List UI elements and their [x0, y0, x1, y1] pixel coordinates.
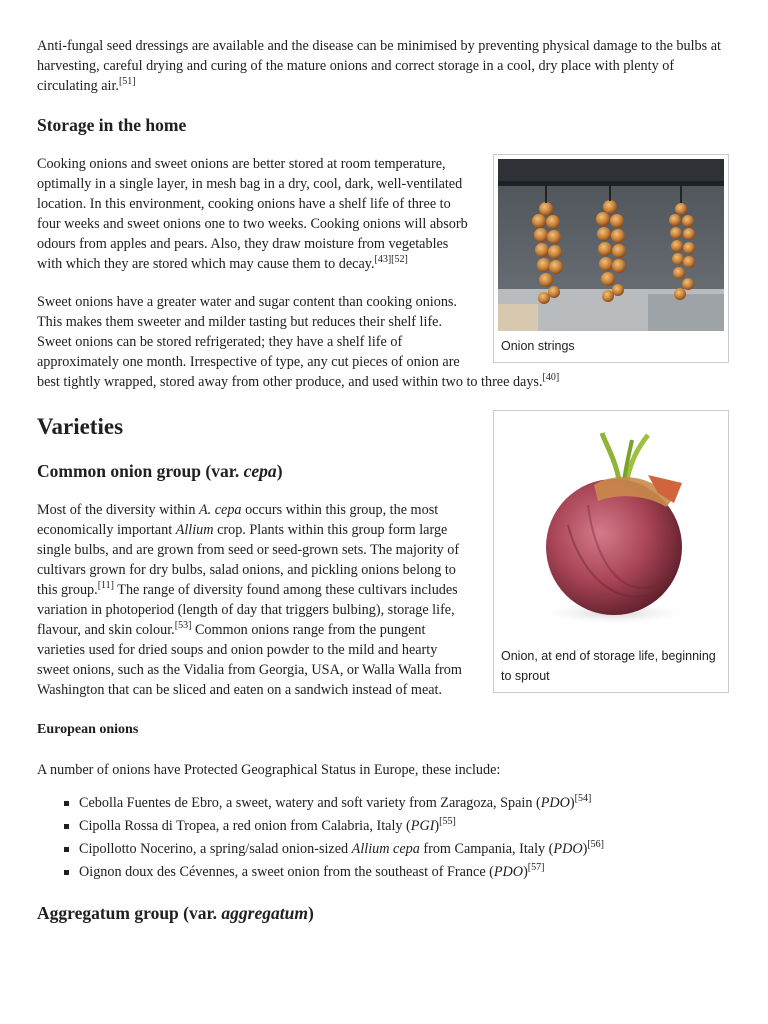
heading-storage: Storage in the home [37, 115, 187, 135]
figure-onion-sprouting [493, 410, 729, 693]
common-p-a: Most of the diversity within [37, 502, 199, 518]
item-text: Oignon doux des Cévennes, a sweet onion from the southeast of France ( [79, 864, 494, 880]
european-intro: A number of onions have Protected Geographical Status in Europe, these include: [37, 762, 501, 778]
common-heading-prefix: Common onion group (var. [37, 461, 244, 481]
european-onions-list [37, 792, 729, 884]
citation-55[interactable]: [55] [439, 816, 456, 827]
common-p-c: occurs within this group, the most economically important [37, 502, 439, 538]
list-item [79, 861, 729, 884]
article-body [37, 36, 729, 924]
item-text-mid: from Campania, Italy ( [419, 841, 554, 857]
item-italic: PDO [540, 795, 570, 811]
list-item [79, 838, 729, 861]
item-italic-2: PDO [553, 841, 583, 857]
item-text: Cebolla Fuentes de Ebro, a sweet, watery and soft variety from Zaragoza, Spain ( [79, 795, 541, 811]
citation-43-52[interactable]: [43][52] [374, 254, 408, 265]
caption-onion-sprouting: Onion, at end of storage life, beginning to sprout [501, 649, 716, 683]
onion-sprouting-image[interactable] [498, 415, 724, 641]
heading-european-onions: European onions [37, 722, 139, 737]
heading-aggregatum-group [37, 902, 729, 924]
citation-54[interactable]: [54] [574, 793, 592, 804]
figure-onion-strings [493, 154, 729, 363]
citation-11[interactable]: [11] [97, 580, 114, 591]
common-p-e: crop. Plants within this group form large single bulbs, and are grown from seed or seed-grown sets. The majority of cultivars grown for dry bulbs, salad onions, and pickling onions belong to this group. [37, 522, 460, 598]
item-text-end: ) [434, 818, 440, 834]
item-text: Cipolla Rossa di Tropea, a red onion from Calabria, Italy ( [79, 818, 411, 834]
onion-strings-image[interactable] [498, 159, 724, 331]
citation-51[interactable]: [51] [118, 76, 136, 87]
aggregatum-heading-prefix: Aggregatum group (var. [37, 903, 222, 923]
citation-56[interactable]: [56] [587, 839, 604, 850]
common-heading-suffix: ) [276, 461, 283, 481]
item-italic: PDO [493, 864, 524, 880]
aggregatum-heading-italic: aggregatum [221, 903, 308, 923]
storage-p1-text: Cooking onions and sweet onions are better stored at room temperature, optimally in a single layer, in mesh bag in a dry, cool, dark, well-ventilated location. In this environment, cooking onions have a shelf life of three to four weeks and sweet onions one to two weeks. Cooking onions will absorb odours from apples and pears. Also, they draw moisture from vegetables with which they are stored which may cause them to decay. [37, 156, 468, 272]
common-p-g: Common onions range from the pungent varieties used for dried soups and onion powder to the mild and hearty sweet onions, such as the Vidalia from Georgia, USA, or Walla Walla from Washington that can be sliced and eaten on a sandwich instead of meat. [37, 622, 462, 698]
item-italic: PGI [410, 818, 435, 834]
aggregatum-heading-suffix: ) [307, 903, 314, 923]
item-text-end: ) [523, 864, 528, 880]
citation-40[interactable]: [40] [542, 372, 560, 383]
common-heading-italic: cepa [243, 461, 277, 481]
common-p-b: A. cepa [198, 502, 242, 518]
item-text-end: ) [582, 841, 588, 857]
citation-53[interactable]: [53] [174, 620, 192, 631]
citation-57[interactable]: [57] [527, 862, 545, 873]
item-italic: Allium cepa [351, 841, 420, 857]
list-item [79, 792, 729, 815]
item-text-end: ) [569, 795, 575, 811]
heading-varieties: Varieties [37, 414, 124, 439]
item-text: Cipollotto Nocerino, a spring/salad onion-sized [79, 841, 352, 857]
caption-onion-strings: Onion strings [501, 339, 575, 353]
common-p-f: The range of diversity found among these cultivars includes variation in photoperiod (length of day that triggers bulbing), storage life, flavour, and skin colour. [37, 582, 458, 638]
common-p-d: Allium [175, 522, 214, 538]
intro-text: Anti-fungal seed dressings are available and the disease can be minimised by preventing physical damage to the bulbs at harvesting, careful drying and curing of the mature onions and correct storage in a cool, dry place with plenty of circulating air. [37, 38, 721, 94]
storage-p2-text: Sweet onions have a greater water and sugar content than cooking onions. This makes them sweeter and milder tasting but reduces their shelf life. Sweet onions can be stored refrigerated; they have a shelf life of approximately one month. Irrespective of type, any cut pieces of onion are best tightly wrapped, stored away from other produce, and used within two to three days. [37, 294, 543, 390]
list-item [79, 815, 729, 838]
intro-paragraph [37, 36, 727, 96]
